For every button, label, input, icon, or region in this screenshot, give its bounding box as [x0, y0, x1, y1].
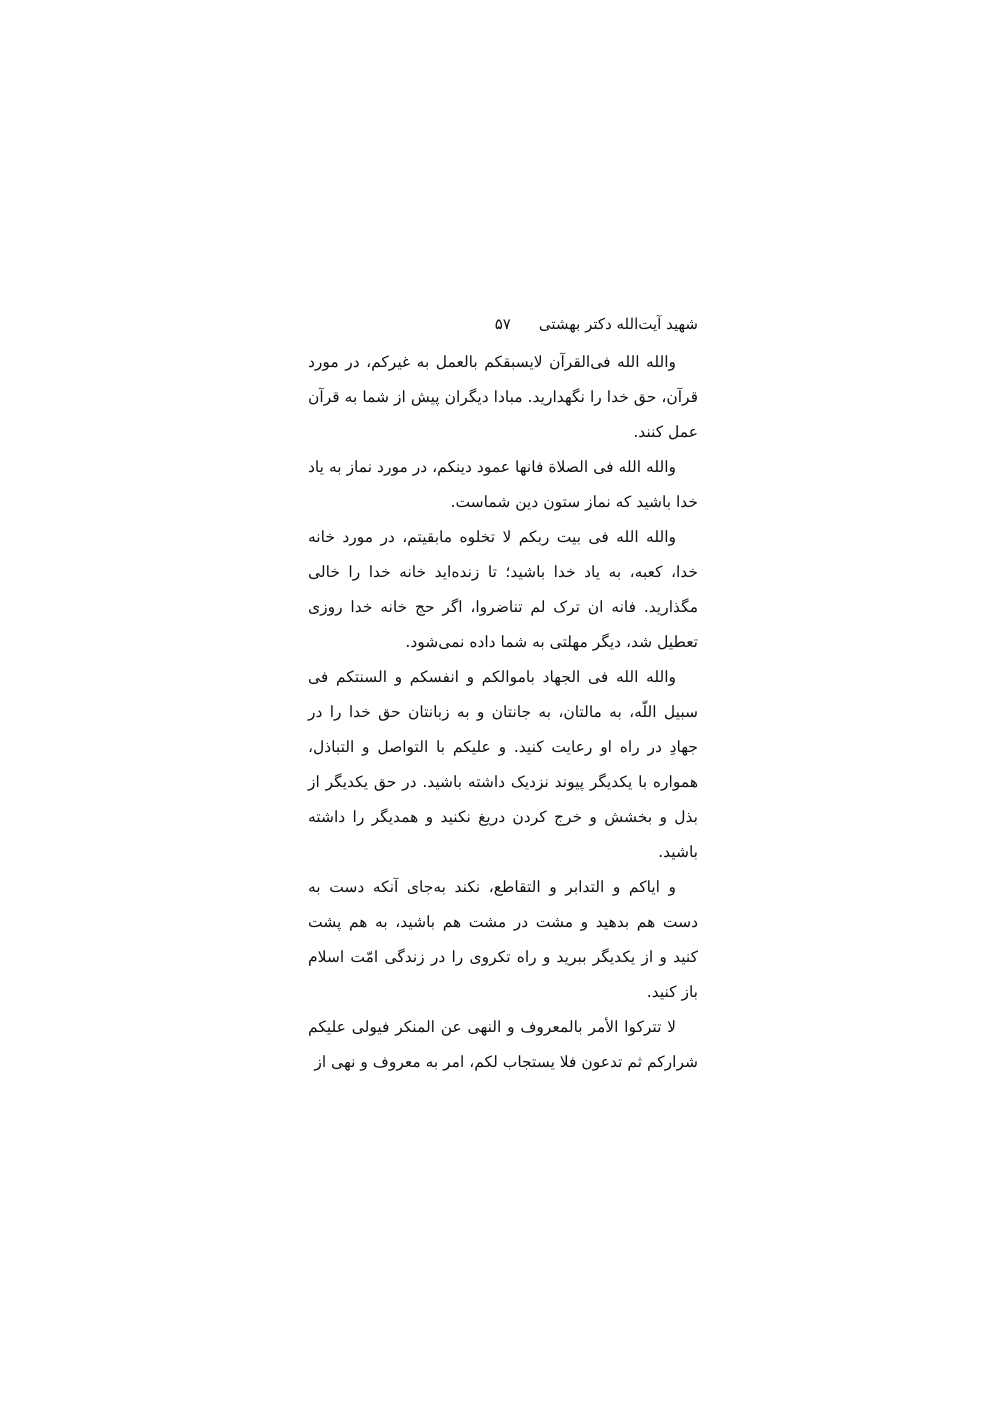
running-header — [308, 311, 698, 337]
paragraph: و ایاکم و التدابر و التقاطع، نکند به‌جای آنکه دست به دست هم بدهید و مشت در مشت هم باشید، به هم پشت کنید و از یکدیگر ببرید و راه تکروی را در زندگی امّت اسلام باز کنید. — [308, 878, 698, 1001]
paragraph: والله الله فی الجهاد باموالکم و انفسکم و السنتکم فی سبیل اللّه، به مالتان، به جانتان و به زبانتان حق خدا را در جهادِ در راه او رعایت کنید. و علیکم با التواصل و التباذل، همواره با یکدیگر پیوند نزدیک داشته باشید. در حق یکدیگر از بذل و بخشش و خرج کردن دریغ نکنید و همدیگر را داشته باشید. — [308, 668, 698, 861]
paragraph: لا تترکوا الأمر بالمعروف و النهی عن المنکر فیولی علیکم شرارکم ثم تدعون فلا یستجاب لکم، امر به معروف و نهی از — [308, 1018, 698, 1071]
paragraph: والله الله فی‌القرآن لایسبقکم بالعمل به غیرکم، در مورد قرآن، حق خدا را نگهدارید. مبادا دیگران پیش از شما به قرآن عمل کنند. — [308, 353, 698, 441]
paragraph: والله الله فی بیت ربکم لا تخلوه مابقیتم، در مورد خانه خدا، کعبه، به یاد خدا باشید؛ تا زنده‌اید خانه خدا را خالی مگذارید. فانه ان ترک لم تناضروا، اگر حج خانه خدا روزی تعطیل شد، دیگر مهلتی به شما داده نمی‌شود. — [308, 528, 698, 651]
body-text — [308, 345, 698, 1080]
page-number: ۵۷ — [494, 315, 511, 333]
header-title: شهید آیت‌الله دکتر بهشتی — [538, 315, 698, 333]
paragraph: والله الله فی الصلاة فانها عمود دینکم، در مورد نماز به یاد خدا باشید که نماز ستون دین شماست. — [308, 458, 698, 511]
